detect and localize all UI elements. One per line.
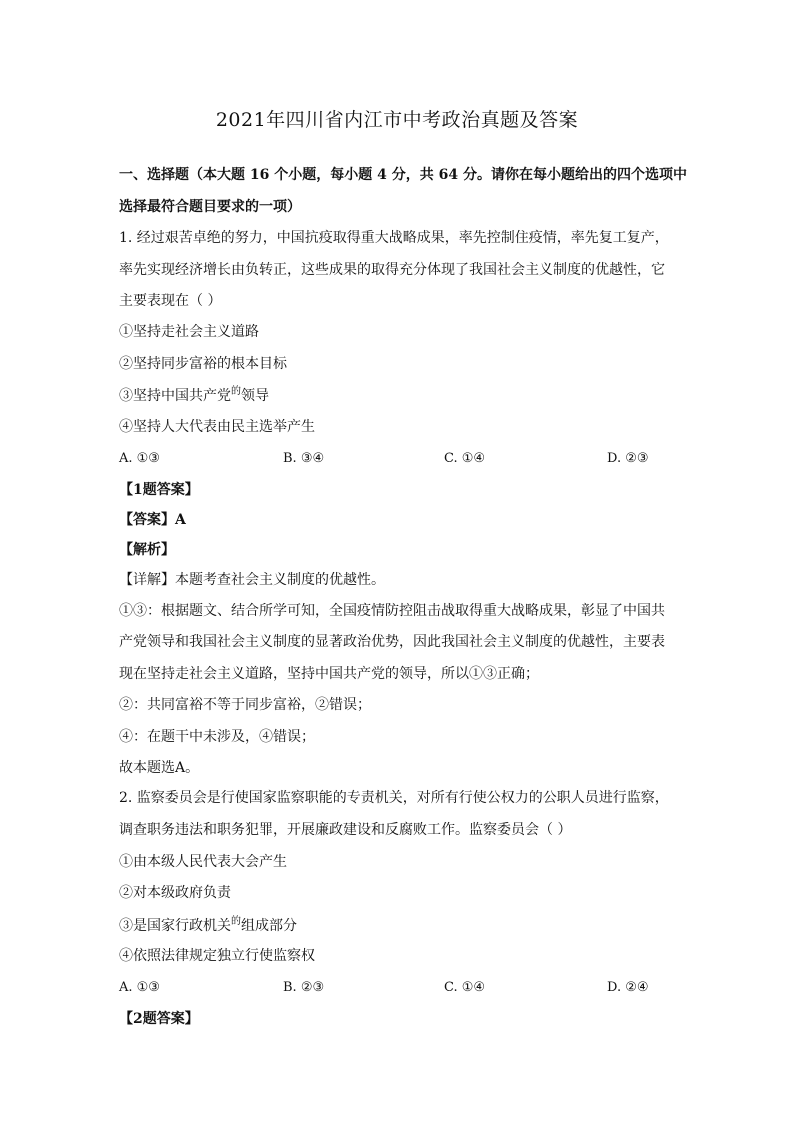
q2-answer-header: 【2题答案】 bbox=[119, 1011, 199, 1027]
q1-option-a: A. ①③ bbox=[119, 451, 160, 466]
q1-item-2: ②坚持同步富裕的根本目标 bbox=[119, 356, 287, 372]
q2-item-2: ②对本级政府负责 bbox=[119, 885, 231, 901]
q2-item-3 bbox=[119, 916, 297, 938]
q2-option-d: D. ②④ bbox=[607, 980, 649, 995]
q1-item-3-superscript: 的 bbox=[231, 386, 241, 397]
q1-stem-line-1: 1. 经过艰苦卓绝的努力，中国抗疫取得重大战略成果，率先控制住疫情，率先复工复产， bbox=[119, 230, 669, 246]
q1-explanation-line-3: 现在坚持走社会主义道路，坚持中国共产党的领导，所以①③正确； bbox=[119, 666, 539, 682]
section-heading-line-1: 一、选择题（本大题 16 个小题，每小题 4 分，共 64 分。请你在每小题给出的四个选项中 bbox=[119, 167, 687, 183]
q2-item-4: ④依照法律规定独立行使监察权 bbox=[119, 948, 315, 964]
page-title: 2021年四川省内江市中考政治真题及答案 bbox=[215, 109, 579, 131]
q1-conclusion: 故本题选A。 bbox=[119, 760, 200, 776]
q1-item-3-text-b: 领导 bbox=[241, 388, 269, 404]
q2-item-3-text-b: 组成部分 bbox=[241, 918, 297, 934]
q1-answer: 【答案】A bbox=[119, 512, 186, 528]
q2-option-a: A. ①③ bbox=[119, 980, 160, 995]
q1-stem-line-3: 主要表现在（ ） bbox=[119, 293, 222, 309]
q1-item-3 bbox=[119, 386, 269, 408]
q2-stem-line-1: 2. 监察委员会是行使国家监察职能的专责机关，对所有行使公权力的公职人员进行监察， bbox=[119, 790, 669, 806]
q2-item-3-superscript: 的 bbox=[231, 916, 241, 927]
q1-option-c: C. ①④ bbox=[444, 451, 486, 466]
q1-stem-line-2: 率先实现经济增长由负转正，这些成果的取得充分体现了我国社会主义制度的优越性，它 bbox=[119, 262, 665, 278]
q2-option-b: B. ②③ bbox=[283, 980, 325, 995]
q1-explanation-line-5: ④：在题干中未涉及，④错误； bbox=[119, 729, 315, 745]
section-heading-line-2: 选择最符合题目要求的一项） bbox=[119, 199, 301, 215]
q1-explanation-line-1: ①③：根据题文、结合所学可知，全国疫情防控阻击战取得重大战略成果，彰显了中国共 bbox=[119, 603, 665, 619]
q1-option-d: D. ②③ bbox=[607, 451, 649, 466]
q1-item-1: ①坚持走社会主义道路 bbox=[119, 324, 259, 340]
q1-item-4: ④坚持人大代表由民主选举产生 bbox=[119, 419, 315, 435]
q1-detail: 【详解】本题考查社会主义制度的优越性。 bbox=[119, 572, 385, 588]
q1-analysis-header: 【解析】 bbox=[119, 542, 175, 558]
q2-item-1: ①由本级人民代表大会产生 bbox=[119, 854, 287, 870]
q2-stem-line-2: 调查职务违法和职务犯罪，开展廉政建设和反腐败工作。监察委员会（ ） bbox=[119, 822, 572, 838]
q1-item-3-text-a: ③坚持中国共产党 bbox=[119, 388, 231, 404]
q1-explanation-line-2: 产党领导和我国社会主义制度的显著政治优势，因此我国社会主义制度的优越性，主要表 bbox=[119, 634, 665, 650]
q2-item-3-text-a: ③是国家行政机关 bbox=[119, 918, 231, 934]
q2-option-c: C. ①④ bbox=[444, 980, 486, 995]
q1-explanation-line-4: ②：共同富裕不等于同步富裕，②错误； bbox=[119, 697, 371, 713]
q1-option-b: B. ③④ bbox=[283, 451, 325, 466]
q1-answer-header: 【1题答案】 bbox=[119, 482, 199, 498]
